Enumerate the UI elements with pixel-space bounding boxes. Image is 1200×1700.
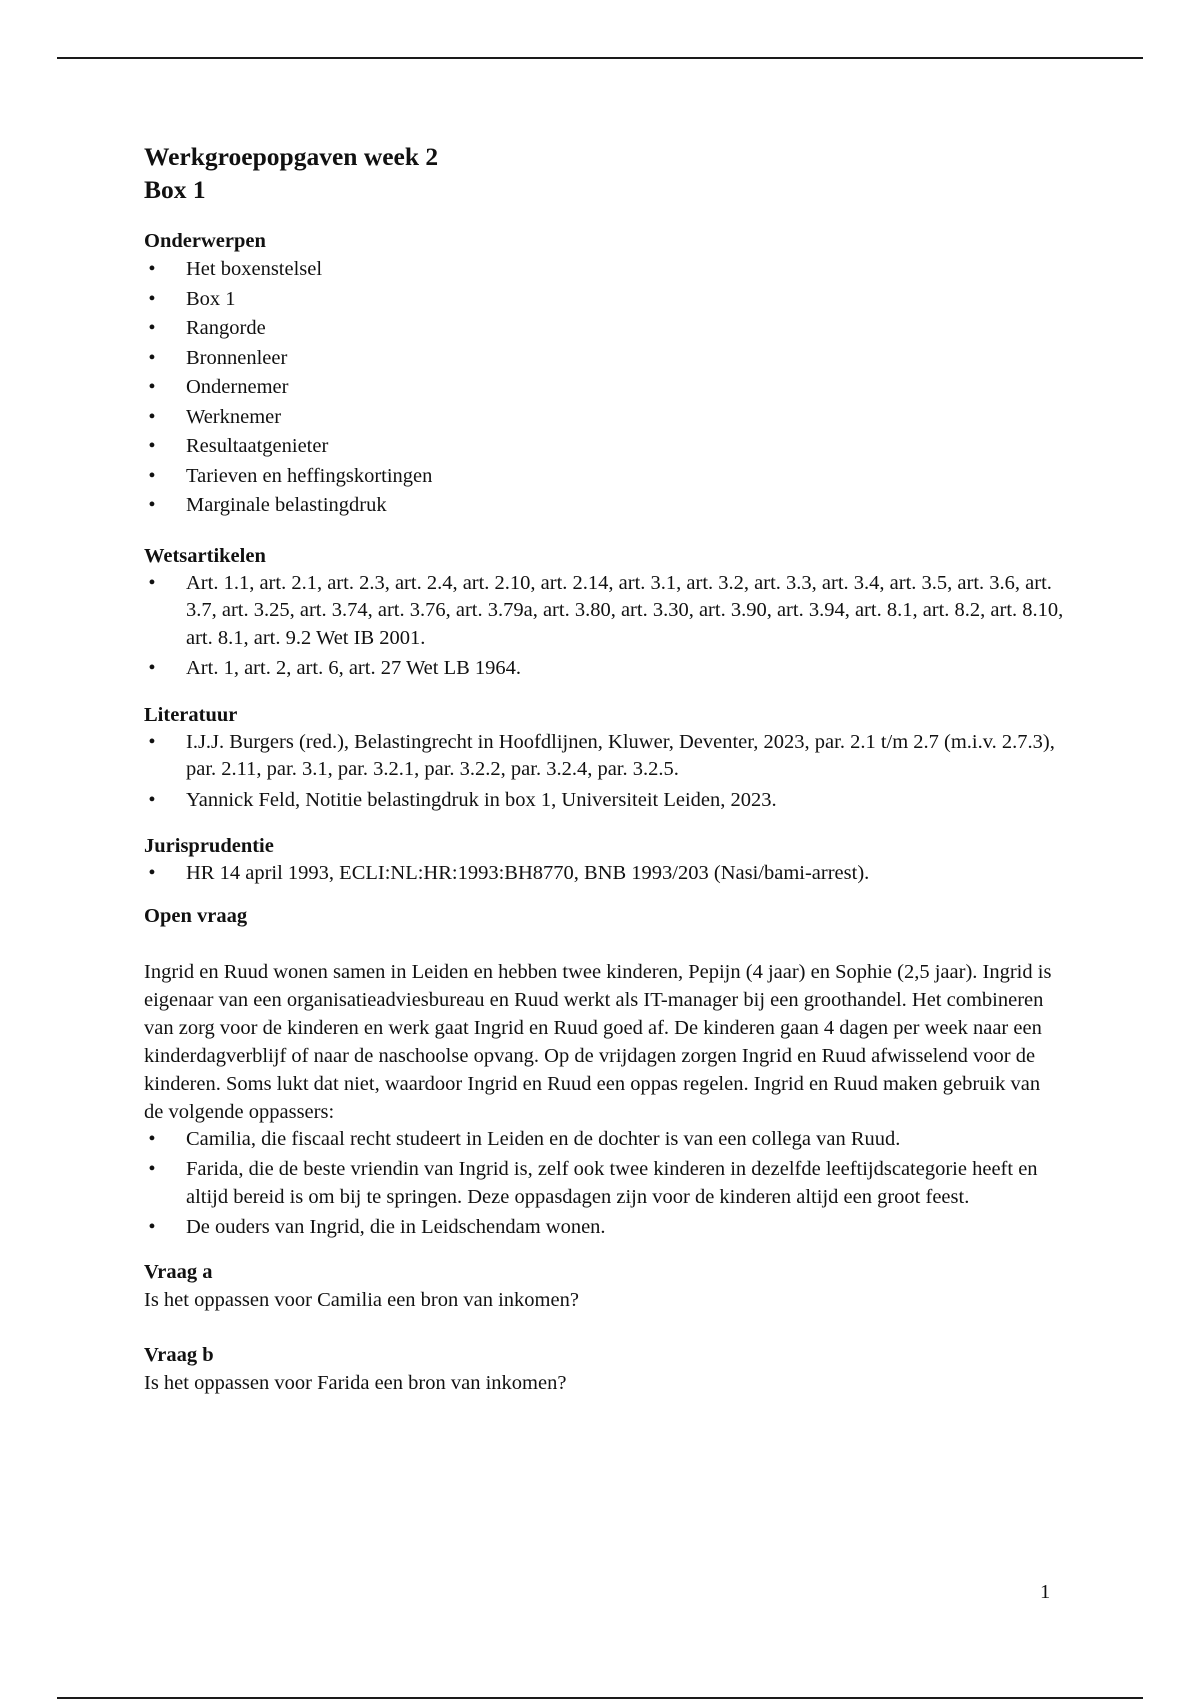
bullet-icon: • [148,494,156,516]
list-item: • Ondernemer [144,373,1064,403]
section-open-vraag [144,902,1064,1242]
bullet-icon: • [148,405,156,428]
bullet-icon: • [148,862,156,884]
section-heading: Vraag b [144,1343,214,1366]
list-item: • Art. 1, art. 2, art. 6, art. 27 Wet LB 1964. [144,655,1064,683]
list-item: • Bronnenleer [144,344,1064,374]
section-heading: Literatuur [144,703,238,726]
bullet-icon: • [148,657,156,679]
bullet-icon: • [148,788,156,811]
section-heading: Vraag a [144,1260,213,1283]
section-heading: Onderwerpen [144,230,266,252]
page-number: 1 [1040,1581,1051,1603]
bullet-list [144,729,1064,815]
bullet-icon: • [148,1158,156,1180]
bullet-icon: • [148,730,156,753]
section-vraag-b [144,1341,1064,1397]
bullet-icon: • [148,317,156,339]
list-item: • I.J.J. Burgers (red.), Belastingrecht in Hoofdlijnen, Kluwer, Deventer, 2023, par. 2.1 t/m 2.7 (m.i.v. 2.7.3), par. 2.11, par. 3.1, par. 3.2.1, par. 3.2.2, par. 3.2.4, par. 3.2.5. [144,729,1064,784]
bullet-list [144,255,1064,521]
bullet-icon: • [148,435,156,457]
title-line-2: Box 1 [144,175,206,204]
section-wetsartikelen [144,542,1064,683]
list-item: • Werknemer [144,403,1064,433]
top-rule [57,57,1143,59]
bullet-icon: • [148,1127,156,1150]
bullet-icon: • [148,376,156,398]
document-body [144,140,1064,1397]
list-item: • Camilia, die fiscaal recht studeert in Leiden en de dochter is van een collega van Ruud. [144,1126,1064,1154]
list-item: • Rangorde [144,314,1064,344]
list-item: • Yannick Feld, Notitie belastingdruk in box 1, Universiteit Leiden, 2023. [144,787,1064,815]
list-item: • Het boxenstelsel [144,255,1064,285]
bullet-icon: • [148,1216,156,1238]
section-vraag-a [144,1258,1064,1314]
section-heading: Open vraag [144,904,248,927]
bullet-icon: • [148,258,156,280]
case-paragraph: Ingrid en Ruud wonen samen in Leiden en hebben twee kinderen, Pepijn (4 jaar) en Sophie (2,5 jaar). Ingrid is eigenaar van een organisatieadviesbureau en Ruud werkt als IT-manager bij een groothandel. Het combineren van zorg voor de kinderen en werk gaat Ingrid en Ruud goed af. De kinderen gaan 4 dagen per week naar een kinderdagverblijf of naar de naschoolse opvang. Op de vrijdagen zorgen Ingrid en Ruud afwisselend voor de kinderen. Soms lukt dat niet, waardoor Ingrid en Ruud een oppas regelen. Ingrid en Ruud maken gebruik van de volgende oppassers: [144,960,1052,1123]
section-literatuur [144,701,1064,815]
bullet-icon: • [148,571,156,594]
section-heading: Wetsartikelen [144,544,266,567]
list-item: • Tarieven en heffingskortingen [144,462,1064,492]
question-text: Is het oppassen voor Camilia een bron van inkomen? [144,1288,579,1311]
title-line-1: Werkgroepopgaven week 2 [144,142,439,171]
bullet-list [144,860,1064,888]
bullet-list [144,1126,1064,1242]
bullet-icon: • [148,287,156,310]
section-jurisprudentie [144,832,1064,888]
list-item: • De ouders van Ingrid, die in Leidschendam wonen. [144,1214,1064,1242]
document-title [144,140,1064,206]
list-item: • HR 14 april 1993, ECLI:NL:HR:1993:BH8770, BNB 1993/203 (Nasi/bami-arrest). [144,860,1064,888]
bullet-icon: • [148,346,156,369]
bullet-icon: • [148,464,156,487]
bullet-list [144,570,1064,683]
list-item: • Box 1 [144,285,1064,315]
list-item: • Resultaatgenieter [144,432,1064,462]
list-item: • Marginale belastingdruk [144,491,1064,521]
list-item: • Farida, die de beste vriendin van Ingrid is, zelf ook twee kinderen in dezelfde leeftijdscategorie heeft en altijd bereid is om bij te springen. Deze oppasdagen zijn voor de kinderen altijd een groot feest. [144,1156,1064,1211]
section-onderwerpen [144,227,1064,521]
bottom-rule [57,1697,1143,1699]
question-text: Is het oppassen voor Farida een bron van inkomen? [144,1371,567,1394]
section-heading: Jurisprudentie [144,835,274,857]
list-item: • Art. 1.1, art. 2.1, art. 2.3, art. 2.4, art. 2.10, art. 2.14, art. 3.1, art. 3.2, art. 3.3, art. 3.4, art. 3.5, art. 3.6, art. 3.7, art. 3.25, art. 3.74, art. 3.76, art. 3.79a, art. 3.80, art. 3.30, art. 3.90, art. 3.94, art. 8.1, art. 8.2, art. 8.10, art. 8.1, art. 9.2 Wet IB 2001. [144,570,1064,653]
